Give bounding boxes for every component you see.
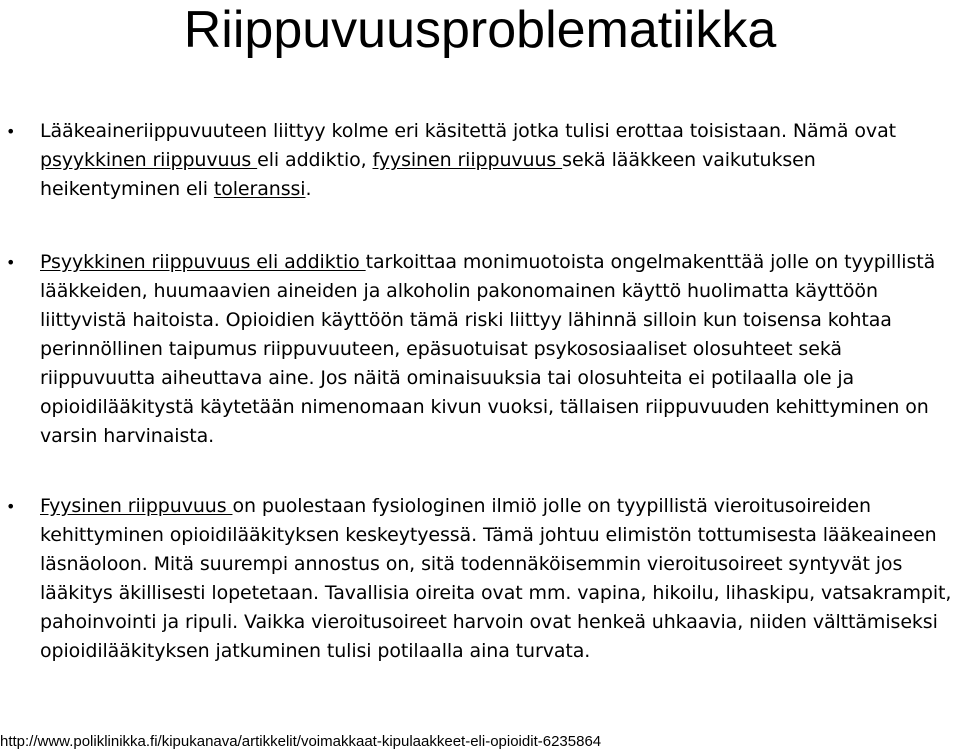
link-physical-dependency-heading[interactable]: Fyysinen riippuvuus	[40, 495, 233, 517]
text-segment: Lääkeaineriippuvuuteen liittyy kolme eri käsitettä jotka tulisi erottaa toisistaan. Nämä ovat	[40, 120, 896, 142]
bullet-marker: •	[6, 497, 16, 516]
bullet-marker: •	[6, 122, 16, 141]
text-segment: eli addiktio,	[257, 149, 373, 171]
link-physical-dependency[interactable]: fyysinen riippuvuus	[372, 149, 563, 171]
text-segment: on puolestaan fysiologinen ilmiö jolle on tyypillistä vieroitusoireiden kehittyminen opioidilääkityksen keskeytyessä. Tämä johtuu elimistön tottumisesta lääkeaineen läsnäoloon. Mitä suurempi annostus on, sitä todennäköisemmin vieroitusoireet syntyvät jos lääkitys äkillisesti lopetetaan. Tavallisia oireita ovat mm. vapina, hikoilu, lihaskipu, vatsakrampit, pahoinvointi ja ripuli. Vaikka vieroitusoireet harvoin ovat henkeä uhkaavia, niiden välttämiseksi opioidilääkityksen jatkuminen tulisi potilaalla aina turvata.	[40, 495, 952, 662]
link-psychological-dependency[interactable]: psyykkinen riippuvuus	[40, 149, 258, 171]
bullet-psychological-dependency	[6, 248, 960, 451]
link-tolerance[interactable]: toleranssi	[213, 178, 306, 200]
bullet-physical-dependency	[6, 492, 960, 666]
text-segment: .	[305, 178, 312, 200]
link-psychological-dependency-heading[interactable]: Psyykkinen riippuvuus eli addiktio	[40, 251, 366, 273]
bullet-marker: •	[6, 253, 16, 272]
text-segment: tarkoittaa monimuotoista ongelmakenttää jolle on tyypillistä lääkkeiden, huumaavien aineiden ja alkoholin pakonomainen käyttö huolimatta käyttöön liittyvistä haitoista. Opioidien käyttöön tämä riski liittyy lähinnä silloin kun toisensa kohtaa perinnöllinen taipumus riippuvuuteen, epäsuotuisat psykososiaaliset olosuhteet sekä riippuvuutta aiheuttava aine. Jos näitä ominaisuuksia tai olosuhteita ei potilaalla ole ja opioidilääkitystä käytetään nimenomaan kivun vuoksi, tällaisen riippuvuuden kehittyminen on varsin harvinaista.	[40, 251, 936, 447]
bullet-dependency-concepts	[6, 117, 920, 204]
source-url[interactable]: http://www.poliklinikka.fi/kipukanava/artikkelit/voimakkaat-kipulaakkeet-eli-opioidit-6235864	[0, 733, 602, 750]
slide-title: Riippuvuusproblematiikka	[183, 1, 777, 59]
text-segment: sekä lääkkeen vaikutuksen heikentyminen eli	[40, 149, 816, 200]
